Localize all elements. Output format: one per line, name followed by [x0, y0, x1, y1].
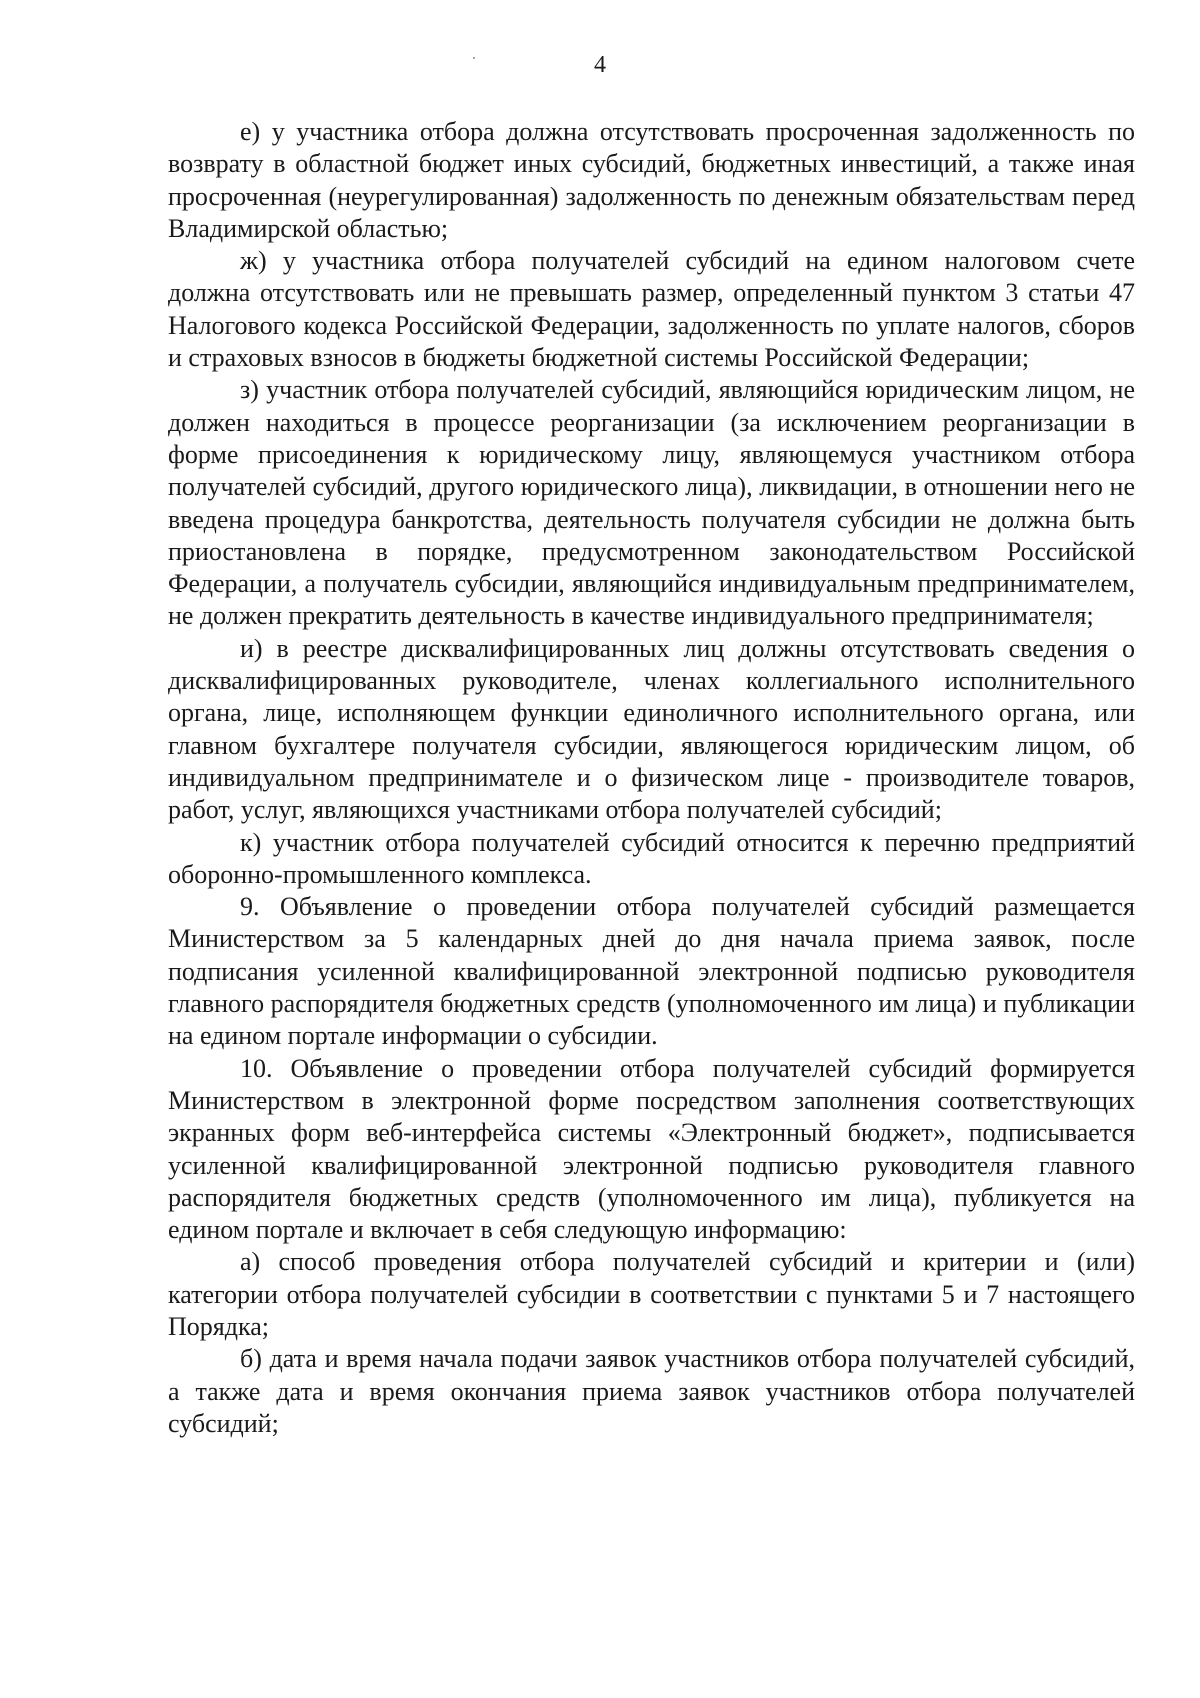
page-number: 4	[594, 52, 606, 78]
paragraph-10: 10. Объявление о проведении отбора получателей субсидий формируется Министерством в электронной форме посредством заполнения соответствующих экранных форм веб-интерфейса системы «Электронный бюджет», подписывается усиленной квалифицированной электронной подписью руководителя главного распорядителя бюджетных средств (уполномоченного им лица), публикуется на едином портале и включает в себя следующую информацию:	[168, 1053, 1135, 1245]
paragraph-z: з) участник отбора получателей субсидий, являющийся юридическим лицом, не должен находиться в процессе реорганизации (за исключением реорганизации в форме присоединения к юридическому лицу, являющемуся участником отбора получателей субсидий, другого юридического лица), ликвидации, в отношении него не введена процедура банкротства, деятельность получателя субсидии не должна быть приостановлена в порядке, предусмотренном законодательством Российской Федерации, а получатель субсидии, являющийся индивидуальным предпринимателем, не должен прекратить деятельность в качестве индивидуального предпринимателя;	[168, 375, 1135, 631]
paragraph-zh: ж) у участника отбора получателей субсидий на едином налоговом счете должна отсутствовать или не превышать размер, определенный пунктом 3 статьи 47 Налогового кодекса Российской Федерации, задолженность по уплате налогов, сборов и страховых взносов в бюджеты бюджетной системы Российской Федерации;	[168, 246, 1135, 373]
paragraph-b: б) дата и время начала подачи заявок участников отбора получателей субсидий, а также дата и время окончания приема заявок участников отбора получателей субсидий;	[168, 1344, 1135, 1438]
paragraph-a: а) способ проведения отбора получателей субсидий и критерии и (или) категории отбора получателей субсидии в соответствии с пунктами 5 и 7 настоящего Порядка;	[168, 1247, 1135, 1341]
paragraph-e: е) у участника отбора должна отсутствовать просроченная задолженность по возврату в областной бюджет иных субсидий, бюджетных инвестиций, а также иная просроченная (неурегулированная) задолженность по денежным обязательствам перед Владимирской областью;	[168, 117, 1135, 243]
paragraph-i: и) в реестре дисквалифицированных лиц должны отсутствовать сведения о дисквалифицированных руководителе, членах коллегиального исполнительного органа, лице, исполняющем функции единоличного исполнительного органа, или главном бухгалтере получателя субсидии, являющегося юридическим лицом, об индивидуальном предпринимателе и о физическом лице - производителе товаров, работ, услуг, являющихся участниками отбора получателей субсидий;	[168, 633, 1135, 825]
paragraph-k: к) участник отбора получателей субсидий относится к перечню предприятий оборонно-промышленного комплекса.	[168, 827, 1135, 889]
document-body	[168, 116, 1135, 1440]
paragraph-9: 9. Объявление о проведении отбора получателей субсидий размещается Министерством за 5 календарных дней до дня начала приема заявок, после подписания усиленной квалифицированной электронной подписью руководителя главного распорядителя бюджетных средств (уполномоченного им лица) и публикации на едином портале информации о субсидии.	[168, 892, 1135, 1051]
